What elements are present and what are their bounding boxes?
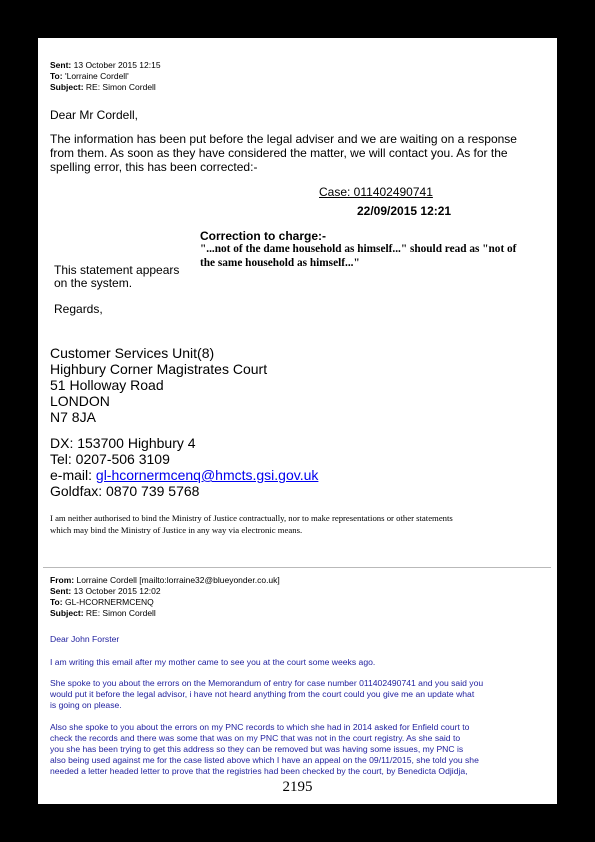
- original-subject-line: Subject: RE: Simon Cordell: [50, 608, 156, 618]
- case-datetime: 22/09/2015 12:21: [357, 204, 452, 218]
- original-greeting: Dear John Forster: [50, 634, 120, 644]
- original-p3-line-3: you she has been trying to get this address so they can be removed but was having some issues, my PNC is: [50, 744, 464, 754]
- regards: Regards,: [54, 302, 103, 316]
- signature-postcode: N7 8JA: [50, 409, 96, 425]
- email-link[interactable]: gl-hcornermcenq@hmcts.gsi.gov.uk: [95, 467, 319, 483]
- correction-heading: Correction to charge:-: [200, 229, 327, 243]
- statement-line-2: on the system.: [54, 276, 133, 290]
- original-to-line: To: GL-HCORNERMCENQ: [50, 597, 154, 607]
- original-p2-line-3: is going on please.: [50, 700, 122, 710]
- email-divider: [43, 567, 551, 568]
- original-from-line: From: Lorraine Cordell [mailto:lorraine32@blueyonder.co.uk]: [50, 575, 280, 585]
- correction-line-2: the same household as himself...": [200, 257, 360, 269]
- original-p3-line-5: needed a letter headed letter to prove that the registries had been checked by the court, by Benedicta Odjidja,: [50, 766, 468, 776]
- original-paragraph-1: I am writing this email after my mother came to see you at the court some weeks ago.: [50, 657, 376, 667]
- original-p3-line-2: check the records and there was some that was on my PNC that was not in the court registry. As she said to: [50, 733, 461, 743]
- original-p3-line-1: Also she spoke to you about the errors on my PNC records to which she had in 2014 asked for Enfield court to: [50, 722, 470, 732]
- statement-line-1: This statement appears: [54, 263, 180, 277]
- case-reference: Case: 011402490741: [319, 185, 433, 199]
- signature-street: 51 Holloway Road: [50, 377, 164, 393]
- page-number: 2195: [282, 779, 313, 795]
- reply-body-line-3: spelling error, this has been corrected:-: [50, 160, 258, 174]
- signature-goldfax: Goldfax: 0870 739 5768: [50, 483, 200, 499]
- signature-court: Highbury Corner Magistrates Court: [50, 361, 268, 377]
- signature-email-line: e-mail: gl-hcornermcenq@hmcts.gsi.gov.uk: [50, 467, 319, 483]
- original-p3-line-4: also being used against me for the case listed above which I have an appeal on the 09/11/2015, she told you she: [50, 755, 479, 765]
- reply-subject-line: Subject: RE: Simon Cordell: [50, 82, 156, 92]
- signature-unit: Customer Services Unit(8): [50, 345, 215, 361]
- reply-to-line: To: 'Lorraine Cordell': [50, 71, 129, 81]
- reply-body-line-2: from them. As soon as they have considered the matter, we will contact you. As for the: [50, 146, 508, 160]
- original-p2-line-1: She spoke to you about the errors on the Memorandum of entry for case number 011402490741 and you said you: [50, 678, 484, 688]
- correction-line-1: "...not of the dame household as himself..." should read as "not of: [200, 243, 517, 255]
- original-sent-line: Sent: 13 October 2015 12:02: [50, 586, 161, 596]
- disclaimer-line-2: which may bind the Ministry of Justice in any way via electronic means.: [50, 525, 303, 535]
- signature-dx: DX: 153700 Highbury 4: [50, 435, 196, 451]
- reply-sent-line: Sent: 13 October 2015 12:15: [50, 60, 161, 70]
- reply-greeting: Dear Mr Cordell,: [50, 108, 139, 122]
- disclaimer-line-1: I am neither authorised to bind the Ministry of Justice contractually, nor to make representations or other statements: [50, 513, 453, 523]
- signature-tel: Tel: 0207-506 3109: [50, 451, 170, 467]
- original-p2-line-2: would put it before the legal advisor, i have not heard anything from the court could you give me an update what: [50, 689, 475, 699]
- document-page: [38, 38, 557, 804]
- signature-city: LONDON: [50, 393, 110, 409]
- reply-body-line-1: The information has been put before the legal adviser and we are waiting on a response: [50, 132, 517, 146]
